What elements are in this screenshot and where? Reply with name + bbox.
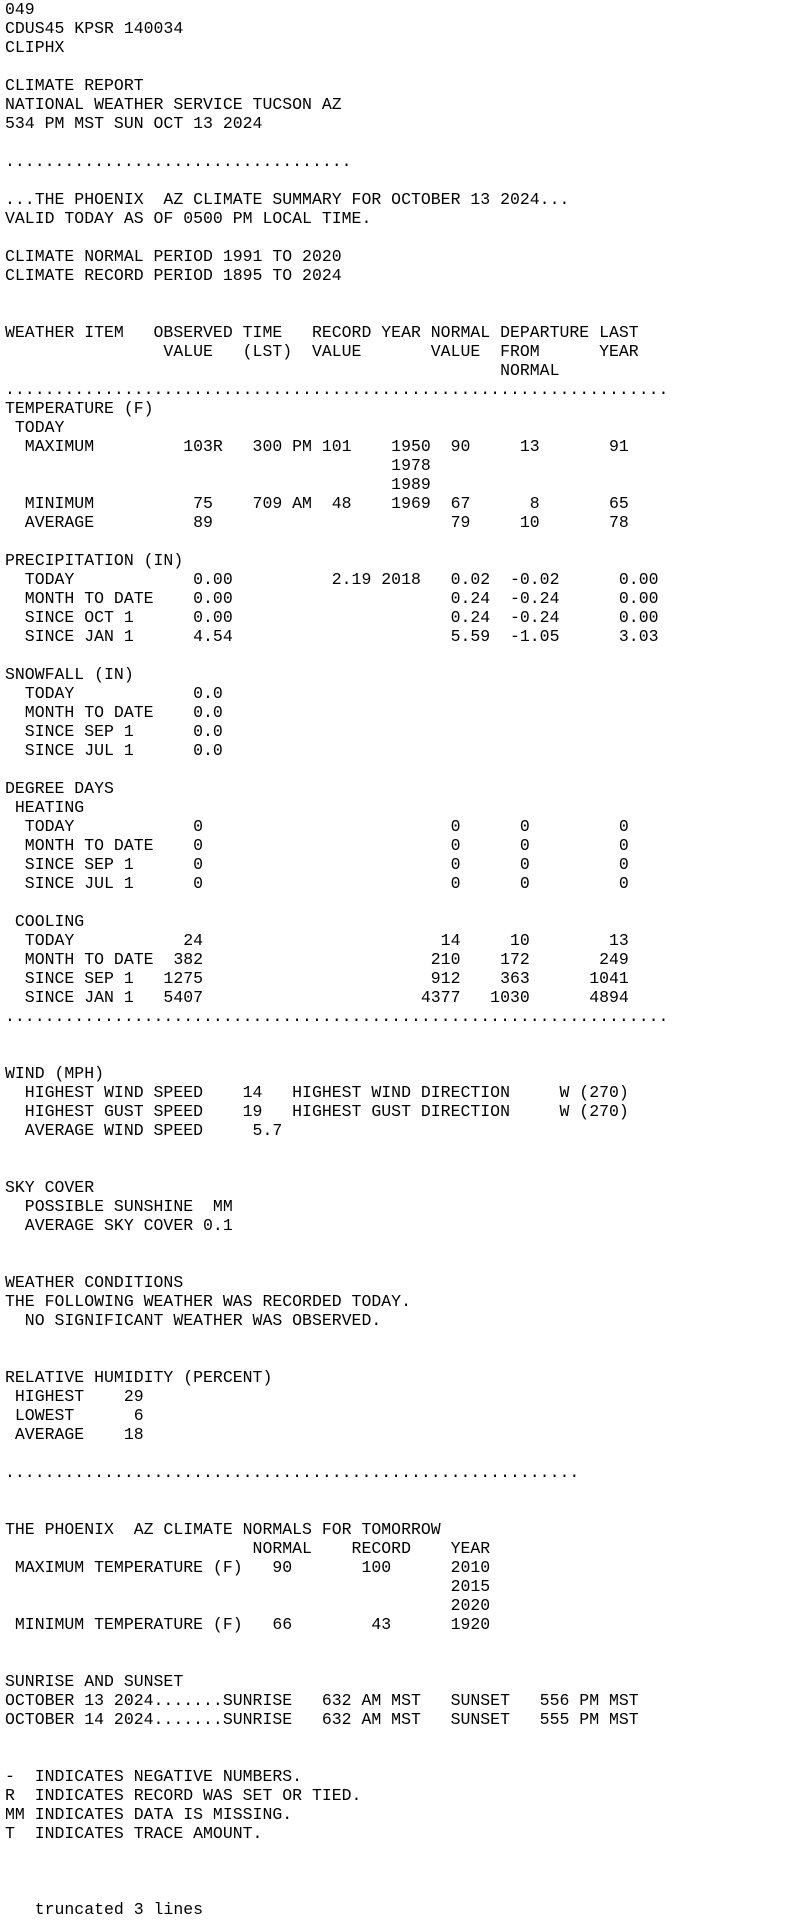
- report-line: AVERAGE SKY COVER 0.1: [5, 1216, 233, 1235]
- report-line: 049: [5, 0, 35, 19]
- report-line: OCTOBER 14 2024.......SUNRISE 632 AM MST SUNSET 555 PM MST: [5, 1710, 639, 1729]
- report-line: SINCE JAN 1 5407 4377 1030 4894: [5, 988, 629, 1007]
- report-line: [5, 1748, 810, 1767]
- report-line: TODAY 0.00 2.19 2018 0.02 -0.02 0.00: [5, 570, 659, 589]
- report-line: SINCE JUL 1 0 0 0 0: [5, 874, 629, 893]
- report-line: ...THE PHOENIX AZ CLIMATE SUMMARY FOR OCTOBER 13 2024...: [5, 190, 570, 209]
- report-line: [5, 760, 810, 779]
- report-line: MAXIMUM TEMPERATURE (F) 90 100 2010: [5, 1558, 491, 1577]
- report-line: T INDICATES TRACE AMOUNT.: [5, 1824, 263, 1843]
- report-line: ..........................................................: [5, 1463, 580, 1482]
- report-line: NORMAL: [5, 361, 560, 380]
- report-line: AVERAGE WIND SPEED 5.7: [5, 1121, 283, 1140]
- report-line: TODAY 0 0 0 0: [5, 817, 629, 836]
- report-line: truncated 3 lines: [5, 1900, 204, 1919]
- report-line: SINCE JUL 1 0.0: [5, 741, 223, 760]
- report-line: [5, 646, 810, 665]
- report-line: PRECIPITATION (IN): [5, 551, 184, 570]
- report-line: CLIPHX: [5, 38, 65, 57]
- report-line: CDUS45 KPSR 140034: [5, 19, 184, 38]
- report-line: OCTOBER 13 2024.......SUNRISE 632 AM MST SUNSET 556 PM MST: [5, 1691, 639, 1710]
- report-line: [5, 1843, 810, 1862]
- report-line: SINCE SEP 1 0 0 0 0: [5, 855, 629, 874]
- report-line: THE FOLLOWING WEATHER WAS RECORDED TODAY.: [5, 1292, 411, 1311]
- report-line: WEATHER CONDITIONS: [5, 1273, 184, 1292]
- report-line: VALUE (LST) VALUE VALUE FROM YEAR: [5, 342, 639, 361]
- report-line: 2020: [5, 1596, 491, 1615]
- report-line: - INDICATES NEGATIVE NUMBERS.: [5, 1767, 303, 1786]
- report-line: COOLING: [5, 912, 85, 931]
- report-line: [5, 893, 810, 912]
- report-line: [5, 1482, 810, 1501]
- report-line: 1978: [5, 456, 431, 475]
- report-line: MONTH TO DATE 0.00 0.24 -0.24 0.00: [5, 589, 659, 608]
- report-line: SINCE SEP 1 1275 912 363 1041: [5, 969, 629, 988]
- report-line: [5, 133, 810, 152]
- report-line: WIND (MPH): [5, 1064, 105, 1083]
- report-line: [5, 1501, 810, 1520]
- report-line: TODAY 0.0: [5, 684, 223, 703]
- report-line: RELATIVE HUMIDITY (PERCENT): [5, 1368, 273, 1387]
- report-line: AVERAGE 89 79 10 78: [5, 513, 629, 532]
- report-line: TODAY: [5, 418, 65, 437]
- report-line: 2015: [5, 1577, 491, 1596]
- report-line: [5, 1159, 810, 1178]
- report-line: NATIONAL WEATHER SERVICE TUCSON AZ: [5, 95, 342, 114]
- report-line: [5, 1862, 810, 1881]
- report-line: ...................................: [5, 152, 352, 171]
- report-line: [5, 228, 810, 247]
- report-line: POSSIBLE SUNSHINE MM: [5, 1197, 233, 1216]
- report-line: ...................................................................: [5, 380, 669, 399]
- report-line: SKY COVER: [5, 1178, 95, 1197]
- report-line: [5, 1349, 810, 1368]
- report-line: MONTH TO DATE 0.0: [5, 703, 223, 722]
- report-line: MINIMUM TEMPERATURE (F) 66 43 1920: [5, 1615, 491, 1634]
- report-line: NO SIGNIFICANT WEATHER WAS OBSERVED.: [5, 1311, 382, 1330]
- report-line: [5, 1330, 810, 1349]
- report-line: SINCE JAN 1 4.54 5.59 -1.05 3.03: [5, 627, 659, 646]
- report-line: MM INDICATES DATA IS MISSING.: [5, 1805, 293, 1824]
- report-line: CLIMATE REPORT: [5, 76, 144, 95]
- report-line: SINCE SEP 1 0.0: [5, 722, 223, 741]
- report-line: HIGHEST 29: [5, 1387, 144, 1406]
- report-line: TEMPERATURE (F): [5, 399, 154, 418]
- report-line: SNOWFALL (IN): [5, 665, 134, 684]
- report-line: HEATING: [5, 798, 85, 817]
- report-line: [5, 1235, 810, 1254]
- report-line: [5, 1729, 810, 1748]
- report-line: DEGREE DAYS: [5, 779, 114, 798]
- report-line: NORMAL RECORD YEAR: [5, 1539, 491, 1558]
- report-line: [5, 1140, 810, 1159]
- report-line: 1989: [5, 475, 431, 494]
- report-line: CLIMATE NORMAL PERIOD 1991 TO 2020: [5, 247, 342, 266]
- report-line: [5, 304, 810, 323]
- report-line: MINIMUM 75 709 AM 48 1969 67 8 65: [5, 494, 629, 513]
- report-line: SINCE OCT 1 0.00 0.24 -0.24 0.00: [5, 608, 659, 627]
- report-line: MONTH TO DATE 382 210 172 249: [5, 950, 629, 969]
- report-line: [5, 1634, 810, 1653]
- report-line: [5, 532, 810, 551]
- report-line: [5, 1881, 810, 1900]
- report-line: CLIMATE RECORD PERIOD 1895 TO 2024: [5, 266, 342, 285]
- report-line: [5, 1653, 810, 1672]
- report-line: [5, 57, 810, 76]
- report-line: MONTH TO DATE 0 0 0 0: [5, 836, 629, 855]
- report-line: [5, 1444, 810, 1463]
- report-line: AVERAGE 18: [5, 1425, 144, 1444]
- report-line: WEATHER ITEM OBSERVED TIME RECORD YEAR NORMAL DEPARTURE LAST: [5, 323, 639, 342]
- report-line: MAXIMUM 103R 300 PM 101 1950 90 13 91: [5, 437, 629, 456]
- report-line: HIGHEST WIND SPEED 14 HIGHEST WIND DIRECTION W (270): [5, 1083, 629, 1102]
- report-line: [5, 1254, 810, 1273]
- report-line: SUNRISE AND SUNSET: [5, 1672, 184, 1691]
- report-line: [5, 285, 810, 304]
- report-line: TODAY 24 14 10 13: [5, 931, 629, 950]
- report-line: LOWEST 6: [5, 1406, 144, 1425]
- report-line: VALID TODAY AS OF 0500 PM LOCAL TIME.: [5, 209, 372, 228]
- report-line: R INDICATES RECORD WAS SET OR TIED.: [5, 1786, 362, 1805]
- report-line: THE PHOENIX AZ CLIMATE NORMALS FOR TOMORROW: [5, 1520, 441, 1539]
- report-line: ...................................................................: [5, 1007, 669, 1026]
- report-line: HIGHEST GUST SPEED 19 HIGHEST GUST DIRECTION W (270): [5, 1102, 629, 1121]
- report-line: 534 PM MST SUN OCT 13 2024: [5, 114, 263, 133]
- report-line: [5, 171, 810, 190]
- report-line: [5, 1026, 810, 1045]
- report-line: [5, 1045, 810, 1064]
